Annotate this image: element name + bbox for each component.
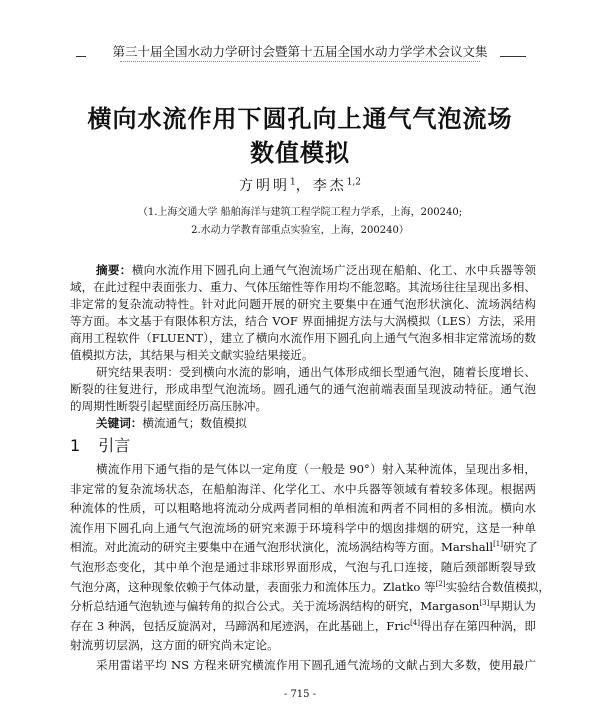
body-text-run: 流作用下圆孔向上通气气泡流场的研究来源于环境科学中的烟囱排烟的研究，这是一种单 xyxy=(70,520,536,535)
header-rule-right xyxy=(500,56,526,57)
body-text-run: 种流体的性质，可以粗略地将流动分成两者同相的单相流和两者不同相的多相流。横向水 xyxy=(70,501,536,516)
citation-mark: [1] xyxy=(493,540,503,549)
body-text-run: 早期认为 xyxy=(489,599,536,614)
body-text-run: 非定常的复杂流场状态，在船舶海洋、化学化工、水中兵器等领域有着较多体现。根据两 xyxy=(70,481,536,496)
body-line xyxy=(70,538,536,558)
abstract-line: 研究结果表明：受到横向水流的影响，通出气体形成细长型通气泡，随着长度增长、 xyxy=(96,365,536,379)
author-affiliation-mark: 1,2 xyxy=(346,177,362,188)
abstract xyxy=(70,262,536,432)
body-line xyxy=(70,617,536,637)
body-line xyxy=(70,460,536,480)
author-separator: ， xyxy=(295,178,313,194)
keywords-label: 关键词： xyxy=(96,416,143,430)
section-heading xyxy=(70,436,130,455)
body-text-run: 研究了 xyxy=(503,540,538,555)
body-text-run: 实验结合数值模拟， xyxy=(445,579,550,594)
running-header: 第三十届全国水动力学研讨会暨第十五届全国水动力学学术会议文集 xyxy=(112,44,488,59)
citation-mark: [4] xyxy=(410,618,420,627)
body-line xyxy=(70,636,536,656)
abstract-line: 商用工程软件（FLUENT），建立了横向水流作用下圆孔向上通气气泡多相非定常流场的数 xyxy=(70,331,536,345)
section-title: 引言 xyxy=(98,436,131,455)
page-number: - 715 - xyxy=(283,689,317,700)
author-list xyxy=(0,176,600,196)
affiliation-line: 2.水动力学教育部重点实验室，上海，200240） xyxy=(191,225,409,236)
keywords-value: 横流通气；数值模拟 xyxy=(142,416,247,430)
body-text-run: 横流作用下通气指的是气体以一定角度（一般是 90°）射入某种流体，呈现出多相， xyxy=(96,462,536,476)
paper-title-line2: 数值模拟 xyxy=(250,139,350,167)
abstract-line: 等方面。本文基于有限体积方法，结合 VOF 界面捕捉方法与大涡模拟（LES）方法，采用 xyxy=(70,314,536,328)
section-number: 1 xyxy=(70,436,81,455)
body-text-run: 存在 3 种涡，包括反旋涡对，马蹄涡和尾迹涡，在此基础上，Fric xyxy=(70,618,411,633)
body-line xyxy=(70,597,536,617)
abstract-line: 域，在此过程中表面张力、重力、气体压缩性等作用均不能忽略。其流场往往呈现出多相、 xyxy=(70,280,536,294)
abstract-line: 断裂的往复进行，形成串型气泡流场。圆孔通气的通气泡前端表面呈现波动特征。通气泡 xyxy=(70,382,536,396)
body-line xyxy=(70,558,536,578)
abstract-line: 非定常的复杂流动特性。针对此问题开展的研究主要集中在通气泡形状演化、流场涡结构 xyxy=(70,297,536,311)
header-underline xyxy=(120,61,480,62)
body-text-run: 气泡形态变化，其中单个泡是通过非球形界面形成，气泡与孔口连接，随后颈部断裂导致 xyxy=(70,559,536,574)
paper-title-line1: 横向水流作用下圆孔向上通气气泡流场 xyxy=(87,105,513,133)
abstract-label: 摘要： xyxy=(96,263,132,277)
abstract-text: 横向水流作用下圆孔向上通气气泡流场广泛出现在船舶、化工、水中兵器等领 xyxy=(131,263,536,277)
author-name: 方明明 xyxy=(238,178,290,194)
affiliation-line: （1.上海交通大学 船舶海洋与建筑工程学院工程力学系，上海，200240; xyxy=(137,207,463,218)
body-text-run: 气泡分离，这种现象依赖于气体动量，表面张力和流体压力。Zlatko 等 xyxy=(70,579,436,594)
body-line xyxy=(70,519,536,539)
body-text-run: 相流。对此流动的研究主要集中在通气泡形状演化，流场涡结构等方面。Marshall xyxy=(70,540,494,555)
body-text xyxy=(70,460,550,676)
abstract-line: 的周期性断裂引起壁面经历高压脉冲。 xyxy=(70,399,268,413)
body-text-run: 得出存在第四种涡，即 xyxy=(420,618,536,633)
body-line xyxy=(70,480,536,500)
body-line xyxy=(70,499,536,519)
author-affiliation-mark: 1 xyxy=(289,177,296,188)
abstract-line xyxy=(70,262,536,279)
body-text-run: 分析总结通气泡轨迹与偏转角的拟合公式。关于流场涡结构的研究，Margason xyxy=(70,599,480,614)
citation-mark: [3] xyxy=(479,599,490,608)
body-text-run: 采用雷诺平均 NS 方程来研究横流作用下圆孔通气流场的文献占到大多数，使用最广 xyxy=(96,657,536,672)
abstract-line: 值模拟方法，其结果与相关文献实验结果接近。 xyxy=(70,348,314,362)
body-line xyxy=(70,578,550,598)
body-line xyxy=(70,656,536,676)
citation-mark: [2] xyxy=(435,579,446,588)
keywords xyxy=(70,415,536,432)
body-text-run: 射流剪切层涡，这方面的研究尚未定论。 xyxy=(70,638,279,653)
author-name: 李杰 xyxy=(312,178,347,194)
